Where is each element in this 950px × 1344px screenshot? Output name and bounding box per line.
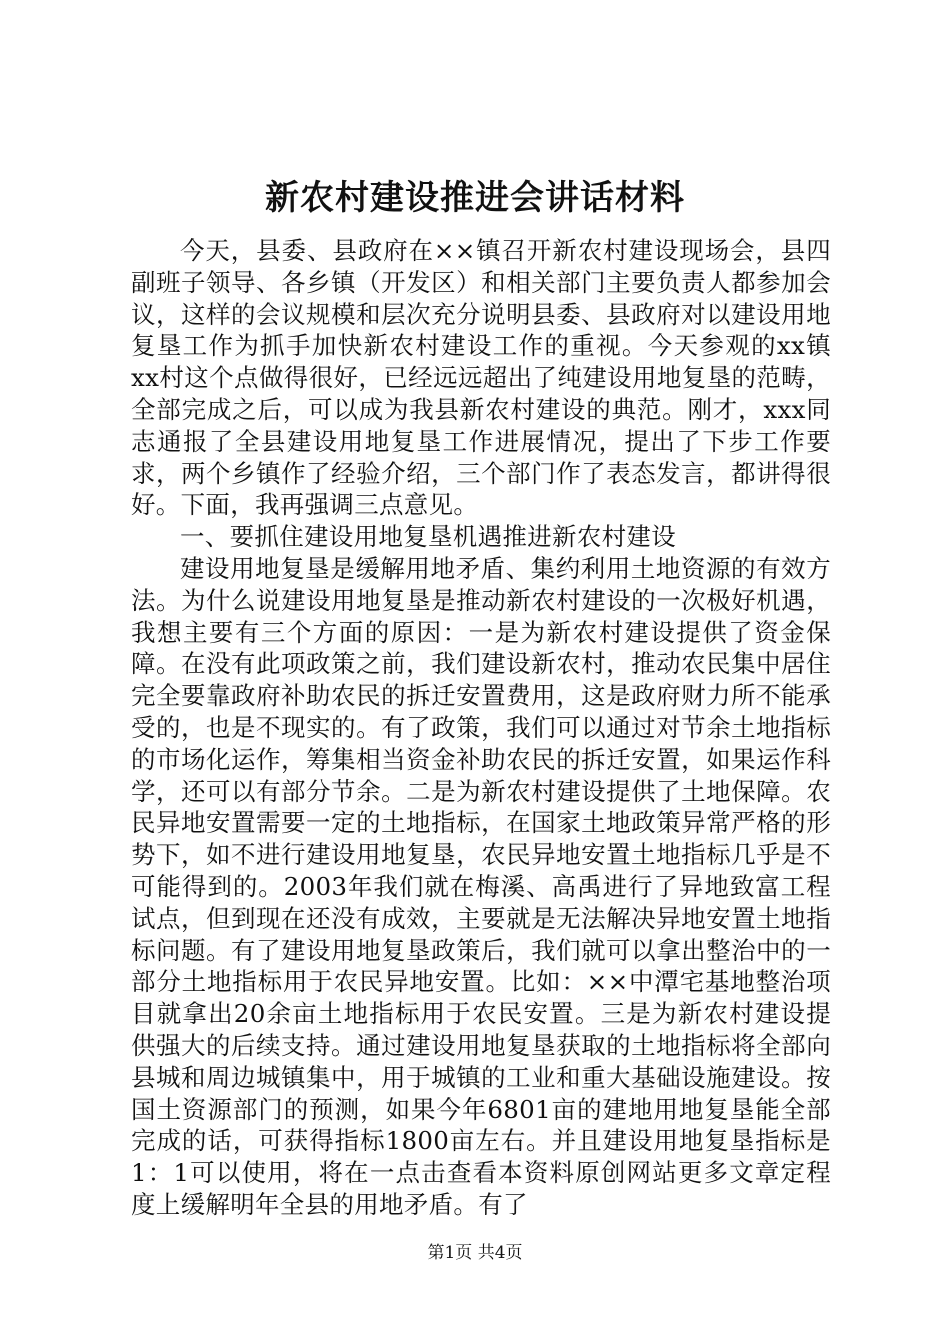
document-title: 新农村建设推进会讲话材料 <box>265 178 685 218</box>
page-footer: 第1页 共4页 <box>427 1243 523 1263</box>
document-body <box>131 235 831 1221</box>
paragraph-section-1: 建设用地复垦是缓解用地矛盾、集约利用土地资源的有效方法。为什么说建设用地复垦是推动新农村建设的一次极好机遇，我想主要有三个方面的原因：一是为新农村建设提供了资金保障。在没有此项政策之前，我们建设新农村，推动农民集中居住完全要靠政府补助农民的拆迁安置费用，这是政府财力所不能承受的，也是不现实的。有了政策，我们可以通过对节余土地指标的市场化运作，筹集相当资金补助农民的拆迁安置，如果运作科学，还可以有部分节余。二是为新农村建设提供了土地保障。农民异地安置需要一定的土地指标，在国家土地政策异常严格的形势下，如不进行建设用地复垦，农民异地安置土地指标几乎是不可能得到的。2003年我们就在梅溪、高禹进行了异地致富工程试点，但到现在还没有成效，主要就是无法解决异地安置土地指标问题。有了建设用地复垦政策后，我们就可以拿出整治中的一部分土地指标用于农民异地安置。比如：××中潭宅基地整治项目就拿出20余亩土地指标用于农民安置。三是为新农村建设提供强大的后续支持。通过建设用地复垦获取的土地指标将全部向县城和周边城镇集中，用于城镇的工业和重大基础设施建设。按国土资源部门的预测，如果今年6801亩的建地用地复垦能全部完成的话，可获得指标1800亩左右。并且建设用地复垦指标是1：1可以使用，将在一点击查看本资料原创网站更多文章定程度上缓解明年全县的用地矛盾。有了 <box>131 553 831 1219</box>
section-heading-1: 一、要抓住建设用地复垦机遇推进新农村建设 <box>180 522 676 552</box>
paragraph-intro: 今天，县委、县政府在××镇召开新农村建设现场会，县四副班子领导、各乡镇（开发区）和相关部门主要负责人都参加会议，这样的会议规模和层次充分说明县委、县政府对以建设用地复垦工作为抓手加快新农村建设工作的重视。今天参观的xx镇xx村这个点做得很好，已经远远超出了纯建设用地复垦的范畴，全部完成之后，可以成为我县新农村建设的典范。刚才，xxx同志通报了全县建设用地复垦工作进展情况，提出了下步工作要求，两个乡镇作了经验介绍，三个部门作了表态发言，都讲得很好。下面，我再强调三点意见。 <box>131 236 831 520</box>
